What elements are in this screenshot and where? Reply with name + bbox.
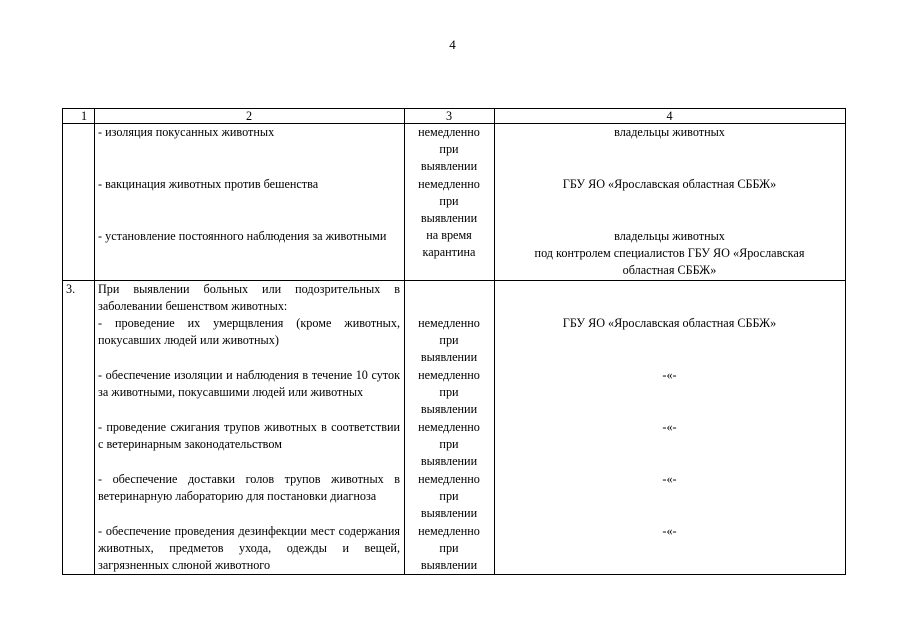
term-item <box>408 315 490 367</box>
measure-item: - вакцинация животных против бешенства <box>98 177 319 191</box>
term-spacer <box>408 281 490 315</box>
responsible-item: -«- <box>662 419 677 434</box>
row-number: 3. <box>63 280 95 575</box>
term-line: выявлении <box>420 558 478 573</box>
measure-item: - обеспечение доставки голов трупов животных в ветеринарную лабораторию для постановки диагноза <box>98 471 400 503</box>
responsible-cell <box>495 124 846 281</box>
term-line: карантина <box>422 245 476 260</box>
measure-item: - изоляция покусанных животных <box>98 125 275 139</box>
term-item <box>408 367 490 419</box>
measures-table <box>62 108 846 575</box>
term-line: немедленно <box>418 367 480 382</box>
term-line: на время <box>426 228 472 243</box>
responsible-item: ГБУ ЯО «Ярославская областная СББЖ» <box>562 177 777 191</box>
term-line: немедленно <box>418 315 480 330</box>
term-item <box>408 124 490 176</box>
responsible-item <box>498 228 841 280</box>
responsible-item: -«- <box>662 471 677 486</box>
term-item <box>408 176 490 228</box>
responsible-cell <box>495 280 846 575</box>
table-row <box>63 280 846 575</box>
measure-item: - обеспечение проведения дезинфекции мест содержания животных, предметов ухода, одежды и вещей, загрязненных слюной животного <box>98 523 400 573</box>
measure-item: - проведение их умерщвления (кроме животных, покусавших людей или животных) <box>98 315 400 347</box>
responsible-line: владельцы животных <box>614 229 725 243</box>
row-intro: При выявлении больных или подозрительных в заболевании бешенством животных: <box>98 281 400 313</box>
table-row <box>63 124 846 281</box>
term-line: выявлении <box>420 402 478 417</box>
term-line: при <box>439 142 459 157</box>
header-col-3: 3 <box>405 109 495 124</box>
term-line: при <box>439 540 459 555</box>
term-line: при <box>439 193 459 208</box>
table-header-row <box>63 109 846 124</box>
responsible-line: областная СББЖ» <box>622 263 717 278</box>
responsible-spacer <box>498 281 841 315</box>
term-cell <box>405 280 495 575</box>
responsible-item: -«- <box>662 367 677 382</box>
responsible-item: -«- <box>662 523 677 538</box>
responsible-item: владельцы животных <box>614 125 725 139</box>
header-col-2: 2 <box>95 109 405 124</box>
measures-cell <box>95 280 405 575</box>
term-line: немедленно <box>418 125 480 139</box>
term-line: выявлении <box>420 159 478 174</box>
term-item <box>408 471 490 523</box>
term-line: немедленно <box>418 176 480 191</box>
term-line: немедленно <box>418 471 480 486</box>
term-item <box>408 523 490 575</box>
term-line: выявлении <box>420 454 478 469</box>
responsible-line: под контролем специалистов ГБУ ЯО «Ярославская <box>534 246 805 261</box>
term-item <box>408 419 490 471</box>
term-line: немедленно <box>418 419 480 434</box>
measure-item: - проведение сжигания трупов животных в соответствии с ветеринарным законодательством <box>98 419 400 451</box>
term-line: при <box>439 332 459 347</box>
term-cell <box>405 124 495 281</box>
header-col-1: 1 <box>63 109 95 124</box>
measures-cell <box>95 124 405 281</box>
measure-item: - обеспечение изоляции и наблюдения в течение 10 суток за животными, покусавшими людей или животных <box>98 367 400 399</box>
responsible-item: ГБУ ЯО «Ярославская областная СББЖ» <box>562 315 777 330</box>
page-number: 4 <box>449 37 456 52</box>
term-line: выявлении <box>420 350 478 365</box>
header-col-4: 4 <box>495 109 846 124</box>
term-line: при <box>439 488 459 503</box>
term-line: при <box>439 436 459 451</box>
term-line: немедленно <box>418 523 480 538</box>
term-line: при <box>439 384 459 399</box>
measure-item: - установление постоянного наблюдения за животными <box>98 229 387 243</box>
term-item <box>408 227 490 261</box>
row-number <box>63 124 95 281</box>
term-line: выявлении <box>420 506 478 521</box>
term-line: выявлении <box>420 211 478 226</box>
